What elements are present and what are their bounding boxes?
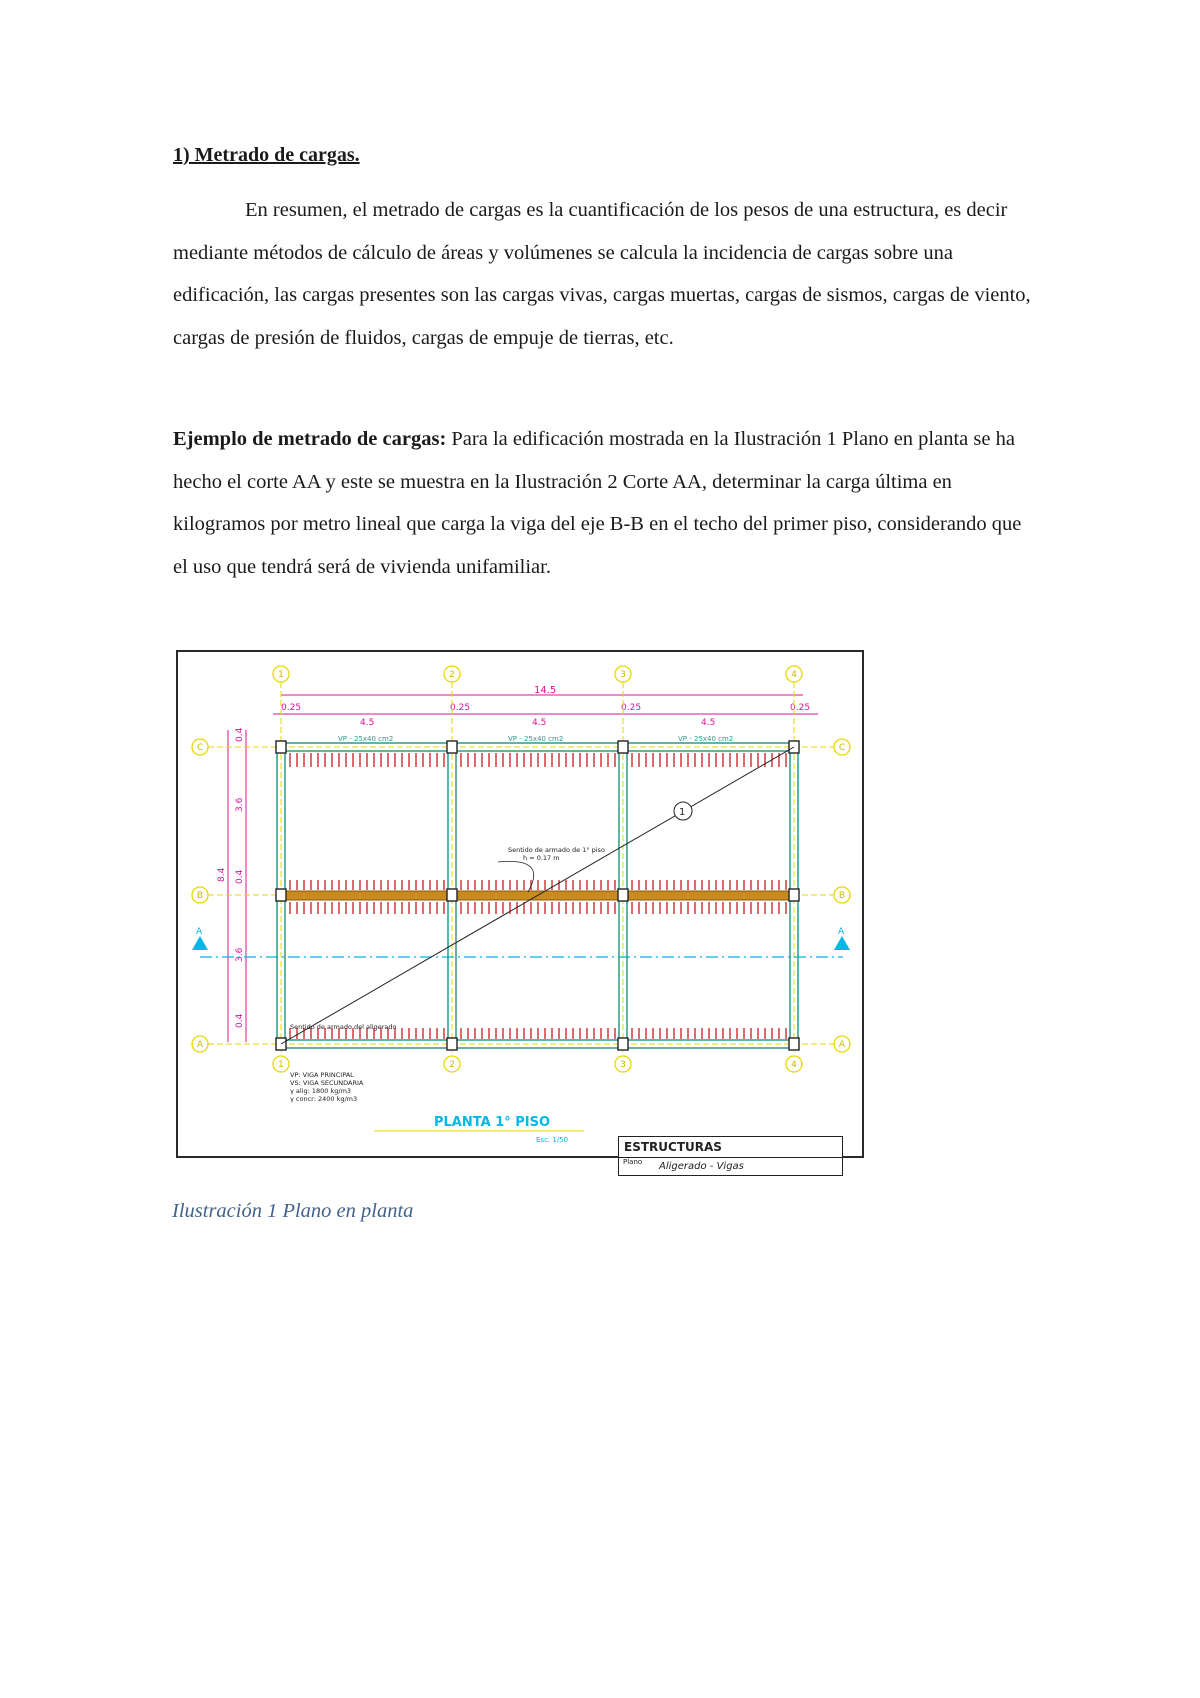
title-block bbox=[618, 1136, 843, 1176]
axis-1-top: 1 bbox=[278, 670, 284, 680]
title-block-heading: ESTRUCTURAS bbox=[624, 1140, 722, 1154]
axis-3-top: 3 bbox=[620, 670, 626, 680]
dim-edge-2: 0.4 bbox=[235, 869, 245, 884]
legend-line-1: VP: VIGA PRINCIPAL bbox=[290, 1071, 354, 1079]
beam-label-c3: VP - 25x40 cm2 bbox=[678, 735, 734, 743]
legend-line-4: γ concr: 2400 kg/m3 bbox=[290, 1095, 358, 1103]
axis-c-right: C bbox=[838, 743, 846, 753]
axis-4-top: 4 bbox=[791, 670, 797, 680]
axis-b-right: B bbox=[838, 891, 846, 901]
dim-span-3: 4.5 bbox=[701, 718, 716, 728]
floor-plan-figure bbox=[176, 650, 864, 1158]
dim-y-2: 3.6 bbox=[235, 947, 245, 962]
note-top: Sentido de armado de 1° piso bbox=[508, 846, 605, 854]
dim-span-1: 4.5 bbox=[360, 718, 375, 728]
section-marker-right bbox=[834, 927, 850, 950]
legend-line-2: VS: VIGA SECUNDARIA bbox=[290, 1079, 364, 1087]
plan-title: PLANTA 1° PISO bbox=[434, 1115, 551, 1130]
diagonal-circle-label: 1 bbox=[679, 807, 686, 818]
section-heading: 1) Metrado de cargas. bbox=[173, 144, 360, 166]
paragraph-example bbox=[173, 418, 1033, 588]
axis-2-bottom: 2 bbox=[449, 1060, 455, 1070]
axis-c-left: C bbox=[196, 743, 204, 753]
dim-offset-4: 0.25 bbox=[790, 703, 811, 713]
axis-3-bottom: 3 bbox=[620, 1060, 626, 1070]
dim-edge-3: 0.4 bbox=[235, 1013, 245, 1028]
dim-offset-3: 0.25 bbox=[621, 703, 642, 713]
dim-overall: 14.5 bbox=[534, 685, 557, 696]
axis-b-left: B bbox=[196, 891, 204, 901]
beam-label-c2: VP - 25x40 cm2 bbox=[508, 735, 564, 743]
dim-offset-2: 0.25 bbox=[450, 703, 471, 713]
example-lead: Ejemplo de metrado de cargas: bbox=[173, 428, 447, 450]
beam-label-c1: VP - 25x40 cm2 bbox=[338, 735, 394, 743]
dim-edge-1: 0.4 bbox=[235, 727, 245, 742]
legend-line-3: γ alig: 1800 kg/m3 bbox=[290, 1087, 352, 1095]
dim-span-2: 4.5 bbox=[532, 718, 547, 728]
plan-scale: Esc. 1/50 bbox=[536, 1136, 569, 1144]
dim-offset-1: 0.25 bbox=[281, 703, 302, 713]
svg-text:A: A bbox=[838, 927, 845, 937]
dim-y-total: 8.4 bbox=[217, 867, 227, 882]
svg-text:A: A bbox=[196, 927, 203, 937]
axis-a-left: A bbox=[196, 1040, 204, 1050]
section-marker-left bbox=[192, 927, 208, 950]
figure-caption: Ilustración 1 Plano en planta bbox=[172, 1200, 414, 1222]
floor-plan-drawing bbox=[178, 652, 866, 1160]
axis-2-top: 2 bbox=[449, 670, 455, 680]
paragraph-intro: En resumen, el metrado de cargas es la cuantificación de los pesos de una estructura, es decir mediante métodos de cálculo de áreas y volúmenes se calcula la incidencia de cargas sobre una edificación, las cargas presentes son las cargas vivas, cargas muertas, cargas de sismos, cargas de viento, cargas de presión de fluidos, cargas de empuje de tierras, etc. bbox=[173, 199, 1031, 349]
note-bottom: Sentido de armado del aligerado bbox=[290, 1023, 397, 1031]
title-block-value: Aligerado - Vigas bbox=[659, 1161, 744, 1172]
axis-4-bottom: 4 bbox=[791, 1060, 797, 1070]
axis-1-bottom: 1 bbox=[278, 1060, 284, 1070]
dim-y-1: 3.6 bbox=[235, 797, 245, 812]
axis-a-right: A bbox=[838, 1040, 846, 1050]
example-text: Para la edificación mostrada en la Ilustración 1 Plano en planta se ha hecho el corte AA y este se muestra en la Ilustración 2 Corte AA, determinar la carga última en kilogramos por metro lineal que carga la viga del eje B-B en el techo del primer piso, considerando que el uso que tendrá será de vivienda unifamiliar. bbox=[173, 428, 1022, 578]
title-block-label: Plano bbox=[623, 1158, 643, 1166]
note-top-2: h = 0.17 m bbox=[523, 854, 560, 862]
